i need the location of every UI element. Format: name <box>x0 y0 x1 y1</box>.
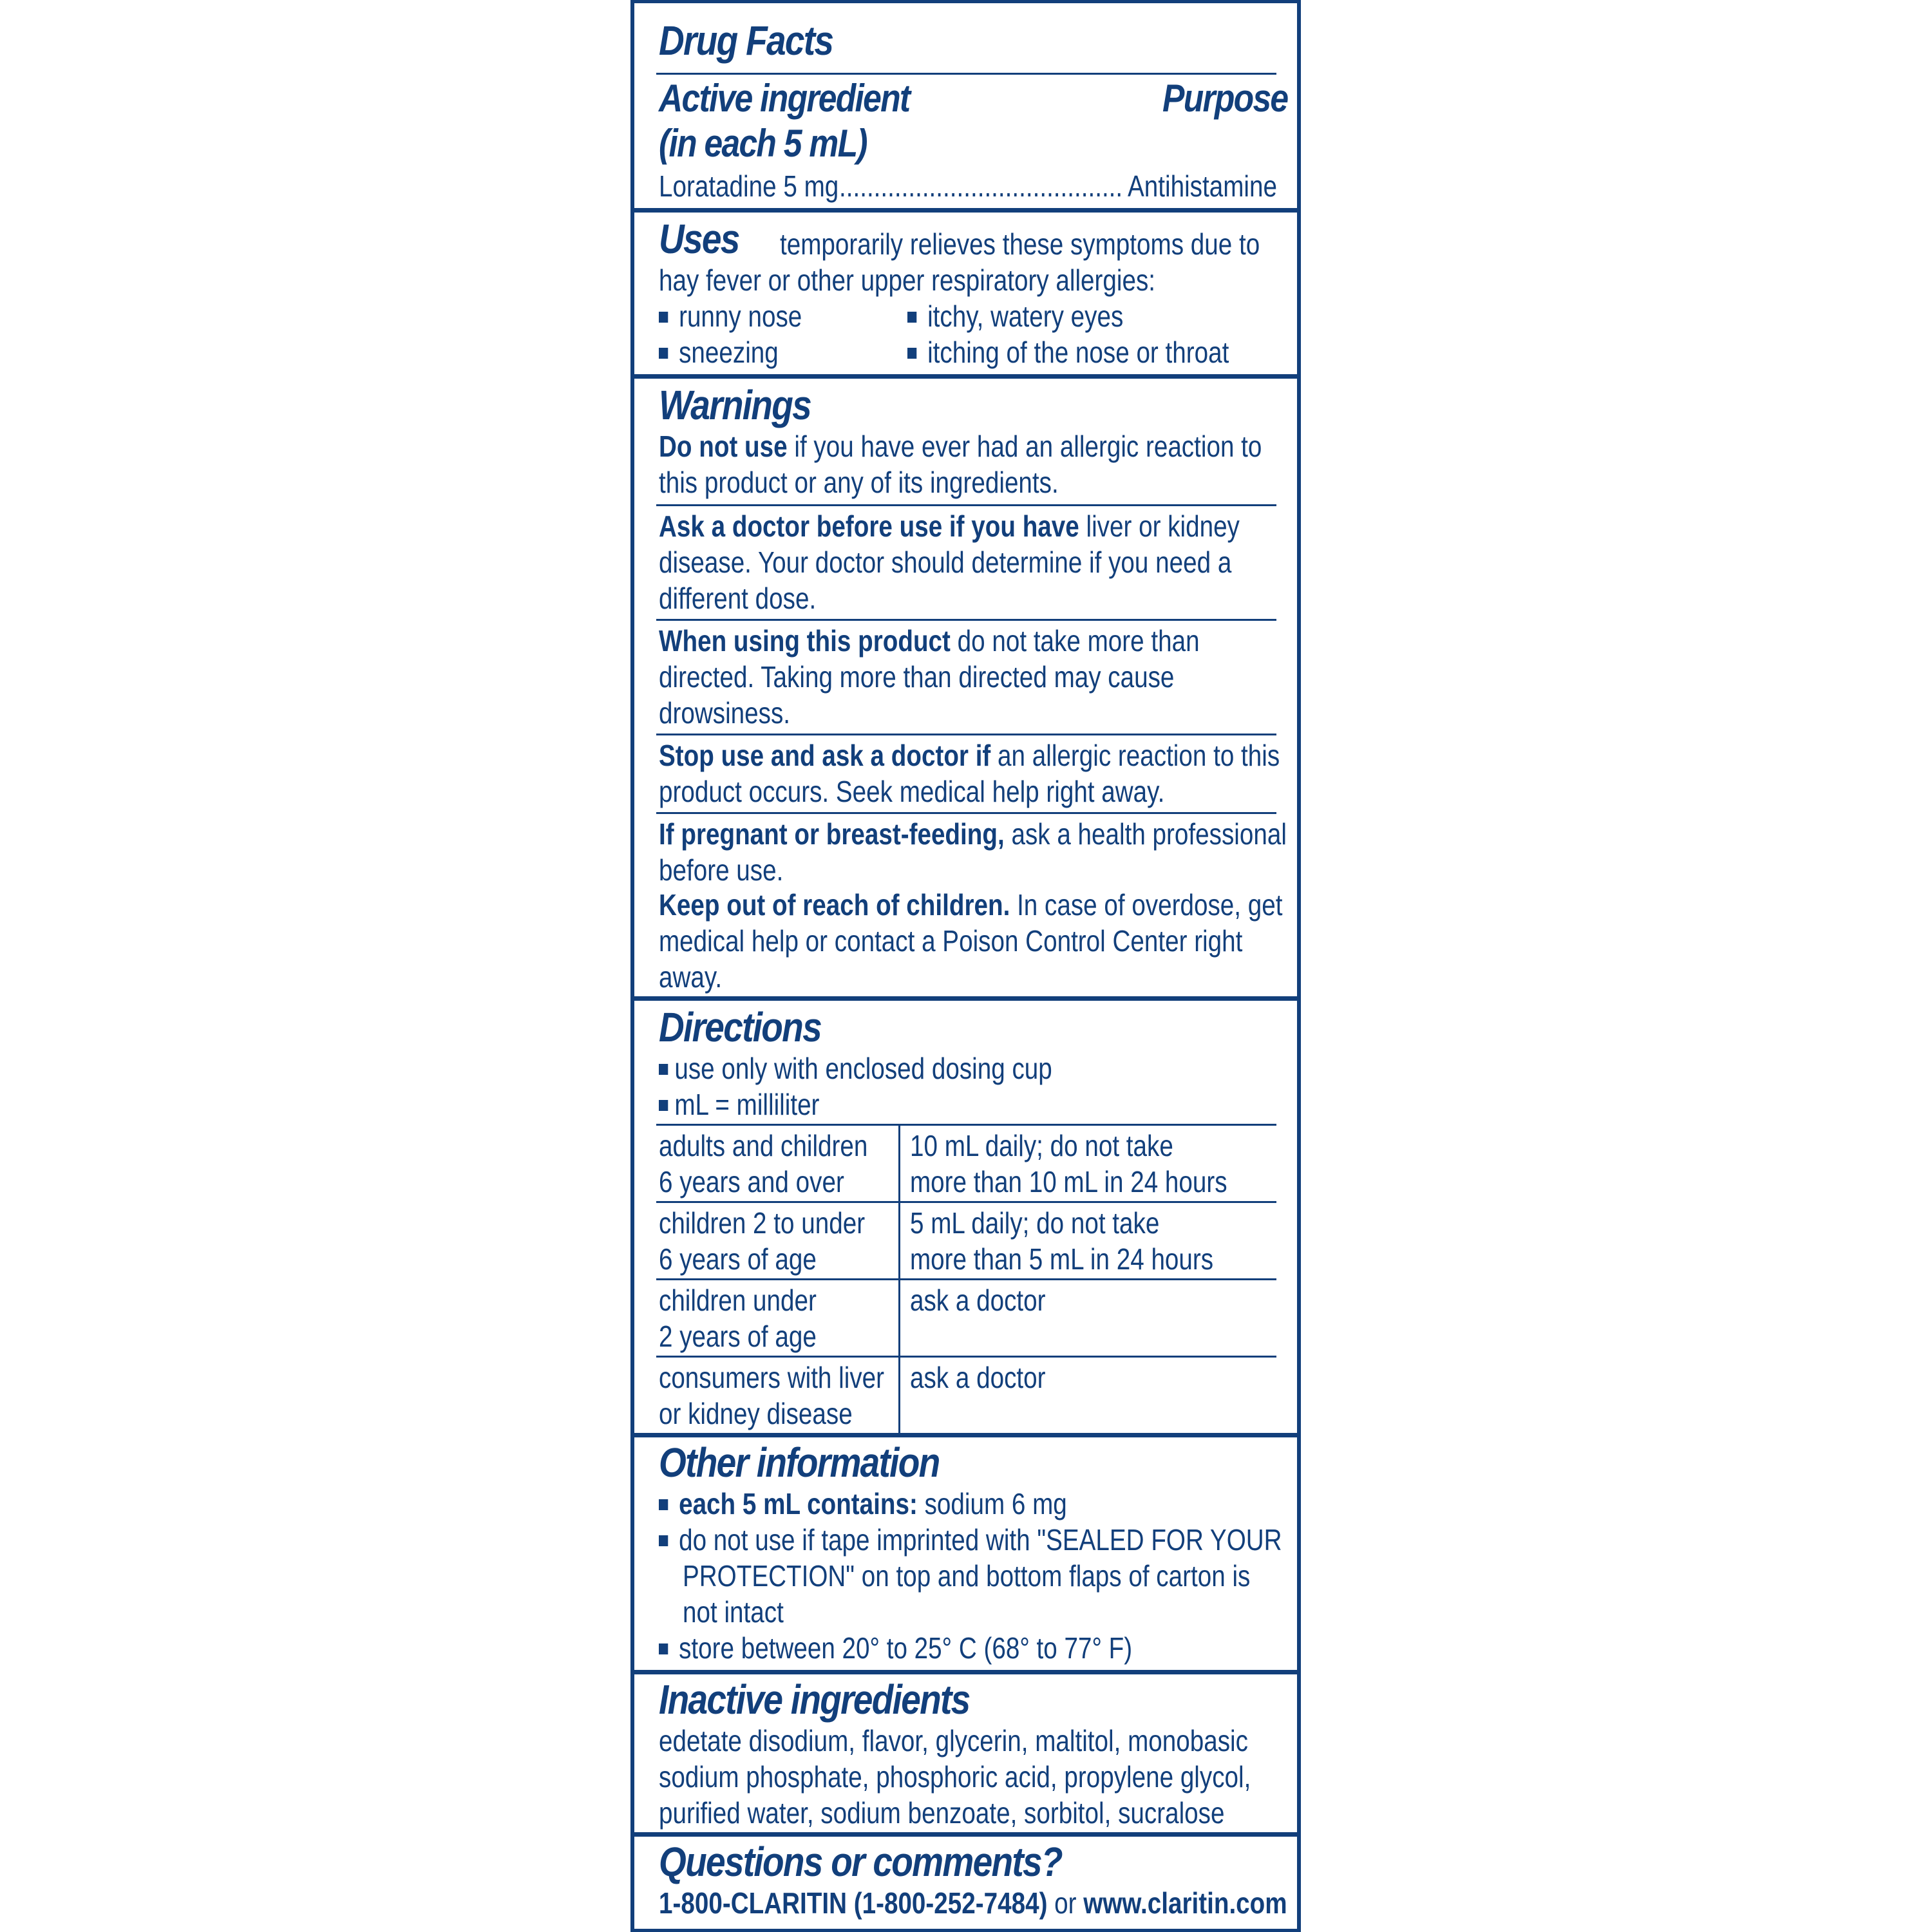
uses-intro-line2: hay fever or other upper respiratory allergies: <box>659 263 1156 297</box>
table-cell-who: adults and children <box>659 1129 868 1162</box>
active-ingredient-sublabel: (in each 5 mL) <box>659 122 867 165</box>
when-using-line2: directed. Taking more than directed may cause <box>659 660 1175 694</box>
warning-rule <box>656 812 1276 814</box>
keep-out-line2: medical help or contact a Poison Control Center right <box>659 924 1243 958</box>
table-cell-dose: ask a doctor <box>910 1361 1046 1394</box>
purpose-label: Purpose <box>1162 77 1288 120</box>
pregnant-line1: If pregnant or breast-feeding, ask a health professional <box>659 817 1287 851</box>
pregnant-line2: before use. <box>659 853 784 887</box>
ingredient-purpose: Antihistamine <box>1128 169 1277 203</box>
bullet-icon <box>659 348 668 359</box>
when-using-line3: drowsiness. <box>659 696 791 730</box>
table-cell-who: 6 years and over <box>659 1165 844 1198</box>
ask-doctor-line2: disease. Your doctor should determine if you need a <box>659 545 1232 579</box>
questions-title: Questions or comments? <box>659 1839 1062 1885</box>
drug-facts-panel <box>630 0 1301 1932</box>
other-info-item: store between 20° to 25° C (68° to 77° F) <box>659 1630 1132 1666</box>
stop-use-line1: Stop use and ask a doctor if an allergic reaction to this <box>659 739 1280 772</box>
warning-rule <box>656 734 1276 735</box>
section-divider <box>634 208 1297 213</box>
bullet-icon <box>907 348 916 359</box>
bullet-icon <box>907 312 916 323</box>
stop-use-line2: product occurs. Seek medical help right away. <box>659 775 1165 808</box>
active-ingredient-label: Active ingredient <box>659 77 910 120</box>
directions-bullet: use only with enclosed dosing cup <box>659 1050 1052 1086</box>
other-info-item: do not use if tape imprinted with "SEALED FOR YOUR <box>659 1522 1282 1558</box>
table-cell-dose: more than 10 mL in 24 hours <box>910 1165 1227 1198</box>
uses-title: Uses <box>659 216 739 262</box>
other-info-item: each 5 mL contains: sodium 6 mg <box>659 1486 1067 1522</box>
warnings-title: Warnings <box>659 382 811 428</box>
uses-item: itchy, watery eyes <box>907 298 1123 334</box>
section-divider <box>634 996 1297 1001</box>
ingredient-name: Loratadine 5 mg <box>659 169 839 203</box>
table-cell-dose: more than 5 mL in 24 hours <box>910 1242 1214 1276</box>
when-using-line1: When using this product do not take more than <box>659 624 1200 658</box>
directions-bullet: mL = milliliter <box>659 1086 819 1122</box>
ask-doctor-line3: different dose. <box>659 582 817 615</box>
other-info-item-cont: PROTECTION" on top and bottom flaps of carton is <box>683 1559 1251 1593</box>
other-information-title: Other information <box>659 1439 940 1486</box>
table-cell-who: children 2 to under <box>659 1206 866 1240</box>
table-cell-who: consumers with liver <box>659 1361 885 1394</box>
section-divider <box>634 1832 1297 1837</box>
table-cell-who: or kidney disease <box>659 1397 853 1430</box>
inactive-ingredients-line2: sodium phosphate, phosphoric acid, propylene glycol, <box>659 1760 1251 1794</box>
ask-doctor-line1: Ask a doctor before use if you have liver or kidney <box>659 509 1240 543</box>
keep-out-line3: away. <box>659 960 723 994</box>
directions-title: Directions <box>659 1004 821 1050</box>
keep-out-line1: Keep out of reach of children. In case of overdose, get <box>659 888 1283 922</box>
other-info-item-cont: not intact <box>683 1595 784 1629</box>
bullet-icon <box>659 1643 668 1654</box>
section-divider <box>634 1433 1297 1437</box>
table-cell-who: children under <box>659 1283 817 1317</box>
drug-facts-title: Drug Facts <box>659 17 833 64</box>
table-rule <box>656 1278 1276 1280</box>
inactive-ingredients-title: Inactive ingredients <box>659 1676 970 1723</box>
table-cell-dose: ask a doctor <box>910 1283 1046 1317</box>
contact-line: 1-800-CLARITIN (1-800-252-7484) or www.claritin.com <box>659 1886 1287 1920</box>
bullet-icon <box>659 1499 668 1510</box>
title-rule <box>656 73 1276 75</box>
website-link[interactable]: www.claritin.com <box>1083 1886 1287 1920</box>
bullet-icon <box>659 312 668 323</box>
uses-item: itching of the nose or throat <box>907 334 1229 370</box>
warning-rule <box>656 504 1276 506</box>
warning-rule <box>656 619 1276 621</box>
inactive-ingredients-line1: edetate disodium, flavor, glycerin, maltitol, monobasic <box>659 1724 1248 1757</box>
do-not-use-line2: this product or any of its ingredients. <box>659 466 1059 499</box>
section-divider <box>634 374 1297 379</box>
uses-item: sneezing <box>659 334 779 370</box>
bullet-icon <box>659 1064 668 1075</box>
inactive-ingredients-line3: purified water, sodium benzoate, sorbitol, sucralose <box>659 1796 1225 1830</box>
bullet-icon <box>659 1100 668 1111</box>
uses-item: runny nose <box>659 298 802 334</box>
table-cell-who: 6 years of age <box>659 1242 817 1276</box>
table-cell-dose: 5 mL daily; do not take <box>910 1206 1160 1240</box>
table-cell-dose: 10 mL daily; do not take <box>910 1129 1173 1162</box>
table-rule <box>656 1124 1276 1126</box>
table-column-divider <box>898 1124 900 1433</box>
phone-number[interactable]: 1-800-CLARITIN (1-800-252-7484) <box>659 1886 1048 1920</box>
table-cell-who: 2 years of age <box>659 1320 817 1353</box>
bullet-icon <box>659 1535 668 1546</box>
table-rule <box>656 1201 1276 1203</box>
section-divider <box>634 1670 1297 1674</box>
uses-intro-line1: temporarily relieves these symptoms due to <box>780 227 1260 261</box>
ingredient-leader-dots: ......................................... <box>839 169 1123 203</box>
table-rule <box>656 1356 1276 1358</box>
do-not-use-line1: Do not use if you have ever had an allergic reaction to <box>659 430 1262 463</box>
